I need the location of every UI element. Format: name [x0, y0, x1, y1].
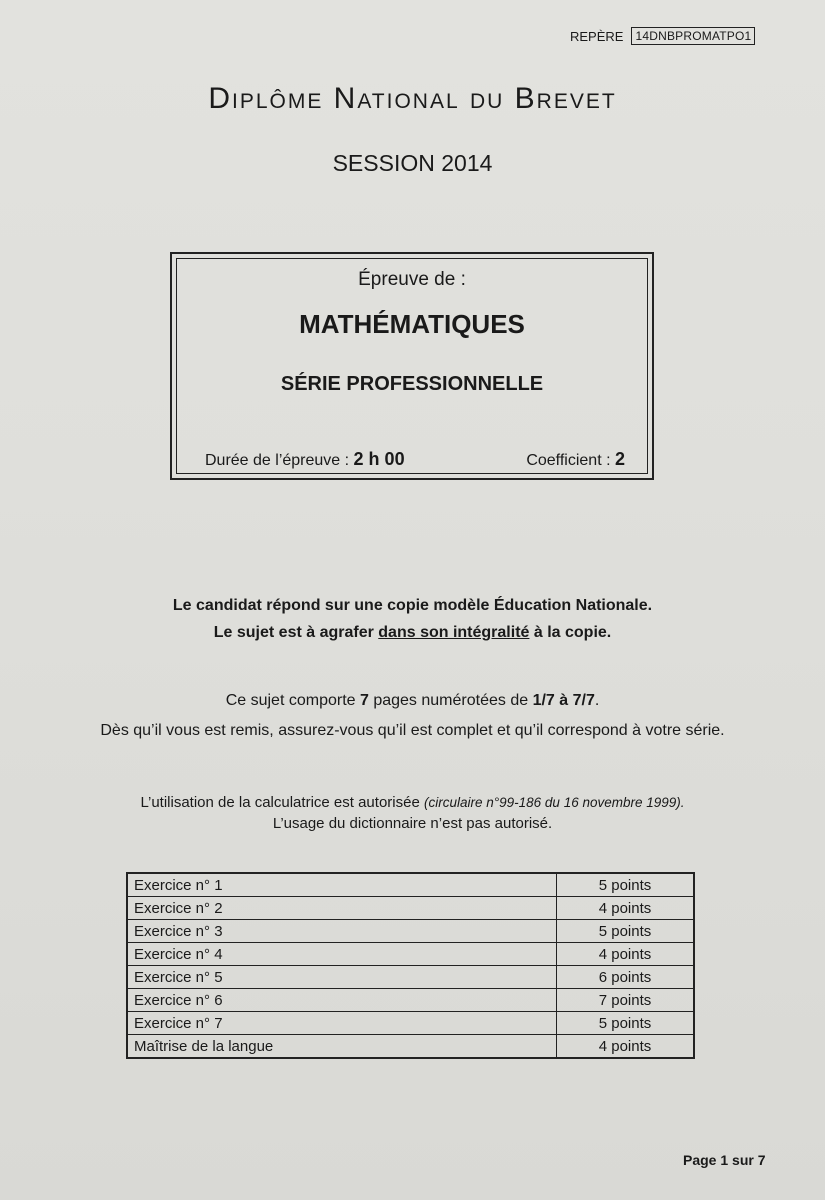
document-title: Diplôme National du Brevet	[208, 82, 617, 115]
exercise-label: Exercice n° 3	[127, 920, 557, 943]
pages-count: 7	[359, 692, 369, 709]
pages-middle: pages numérotées de	[368, 692, 533, 709]
exercise-points: 4 points	[557, 943, 695, 966]
page-number-middle: sur	[728, 1152, 758, 1168]
reference-block	[570, 27, 755, 45]
pages-range: 1/7 à 7/7	[532, 692, 595, 709]
duration-label: Durée de l’épreuve :	[205, 452, 350, 469]
table-row	[127, 989, 694, 1012]
exam-info-box	[170, 252, 654, 480]
coefficient-value: 2	[614, 449, 625, 469]
completeness-check-line: Dès qu’il vous est remis, assurez-vous qu’il est complet et qu’il correspond à votre série.	[100, 722, 725, 739]
session-label: SESSION	[332, 150, 435, 176]
calculator-reference: (circulaire n°99-186 du 16 novembre 1999).	[423, 795, 685, 810]
exercise-points: 5 points	[557, 1012, 695, 1035]
exercise-points: 6 points	[557, 966, 695, 989]
table-row	[127, 897, 694, 920]
exercise-points: 5 points	[557, 920, 695, 943]
exercise-label: Exercice n° 2	[127, 897, 557, 920]
pages-suffix: .	[594, 692, 600, 709]
exam-info-box-inner-border	[176, 258, 648, 474]
epreuve-label: Épreuve de :	[358, 269, 466, 290]
exercise-label: Maîtrise de la langue	[127, 1035, 557, 1059]
table-row	[127, 966, 694, 989]
page-number-current: 1	[720, 1152, 729, 1168]
staple-underlined: dans son intégralité	[378, 624, 530, 641]
exercise-label: Exercice n° 5	[127, 966, 557, 989]
table-row	[127, 873, 694, 897]
subject-title: MATHÉMATIQUES	[299, 309, 525, 339]
exercise-label: Exercice n° 1	[127, 873, 557, 897]
exercise-points: 5 points	[557, 873, 695, 897]
exercise-points: 4 points	[557, 1035, 695, 1059]
duration	[205, 449, 405, 470]
reference-label: REPÈRE	[570, 28, 624, 44]
dictionary-line: L’usage du dictionnaire n’est pas autorisé.	[272, 815, 553, 832]
table-row	[127, 1012, 694, 1035]
pages-prefix: Ce sujet comporte	[225, 692, 360, 709]
exercise-label: Exercice n° 4	[127, 943, 557, 966]
exercise-points: 7 points	[557, 989, 695, 1012]
page-number	[683, 1152, 766, 1168]
coefficient	[526, 449, 625, 470]
exercise-points: 4 points	[557, 897, 695, 920]
coefficient-label: Coefficient :	[526, 452, 611, 469]
calculator-line	[0, 794, 825, 811]
staple-prefix: Le sujet est à agrafer	[213, 624, 379, 641]
staple-instruction	[0, 624, 825, 642]
calculator-text: L’utilisation de la calculatrice est autorisée	[140, 794, 420, 811]
table-row	[127, 920, 694, 943]
copy-instruction: Le candidat répond sur une copie modèle Éducation Nationale.	[172, 597, 653, 614]
reference-code: 14DNBPROMATPO1	[631, 27, 755, 45]
table-row	[127, 943, 694, 966]
duration-value: 2 h 00	[353, 449, 405, 469]
table-row	[127, 1035, 694, 1059]
points-table	[126, 872, 695, 1059]
page-number-prefix: Page	[683, 1152, 721, 1168]
serie-title: SÉRIE PROFESSIONNELLE	[280, 373, 544, 395]
exercise-label: Exercice n° 6	[127, 989, 557, 1012]
exercise-label: Exercice n° 7	[127, 1012, 557, 1035]
page-count-line	[0, 692, 825, 710]
page-number-total: 7	[757, 1152, 766, 1168]
session-heading	[0, 150, 825, 177]
session-year: 2014	[441, 150, 493, 176]
staple-suffix: à la copie.	[529, 624, 612, 641]
